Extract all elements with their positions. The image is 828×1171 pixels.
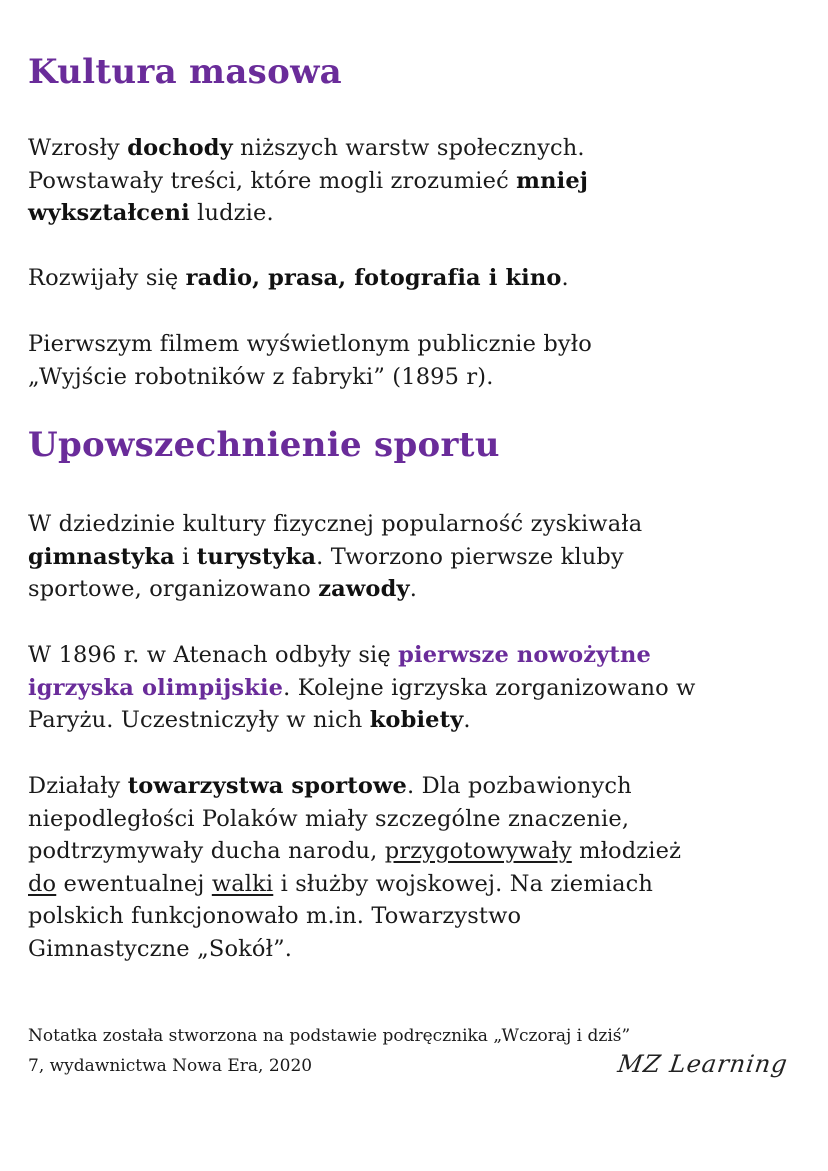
text-line bbox=[28, 672, 696, 705]
paragraph-sport-societies bbox=[28, 770, 681, 965]
underlined-term: przygotowywały bbox=[384, 838, 572, 864]
underlined-term: walki bbox=[211, 870, 274, 897]
section-heading-mass-culture: Kultura masowa bbox=[28, 52, 342, 92]
text-span: Wzrosły bbox=[28, 135, 128, 161]
text-line bbox=[28, 770, 681, 803]
underlined-term: do bbox=[28, 870, 57, 897]
text-span: Działały bbox=[28, 773, 128, 799]
paragraph-income bbox=[28, 132, 588, 230]
text-span: młodzież bbox=[571, 838, 682, 864]
bold-term: gimnastyka bbox=[28, 543, 175, 570]
text-line bbox=[28, 835, 681, 868]
text-line: Pierwszym filmem wyświetlonym publicznie było bbox=[28, 331, 592, 357]
bold-term: kobiety bbox=[369, 707, 464, 733]
text-span: sportowe, organizowano bbox=[28, 576, 319, 602]
text-line bbox=[28, 197, 588, 230]
text-line: „Wyjście robotników z fabryki” (1895 r). bbox=[28, 363, 494, 390]
text-span: niższych warstw społecznych. bbox=[232, 135, 585, 161]
text-span: i służby wojskowej. Na ziemiach bbox=[273, 870, 654, 897]
bold-term: mniej bbox=[516, 167, 589, 194]
bold-term: turystyka bbox=[196, 543, 317, 570]
text-span: W 1896 r. w Atenach odbyły się bbox=[28, 642, 399, 668]
text-span: Powstawały treści, które mogli zrozumieć bbox=[28, 167, 517, 194]
bold-term: radio, prasa, fotografia i kino bbox=[185, 265, 562, 291]
bold-term: dochody bbox=[127, 135, 233, 161]
text-span: . Dla pozbawionych bbox=[406, 773, 632, 799]
text-span: Paryżu. Uczestniczyły w nich bbox=[28, 707, 370, 733]
paragraph-media bbox=[28, 262, 569, 295]
paragraph-first-film bbox=[28, 328, 592, 393]
text-span: podtrzymywały ducha narodu, bbox=[28, 838, 385, 864]
text-span: Rozwijały się bbox=[28, 265, 186, 291]
text-line bbox=[28, 165, 588, 198]
text-span: ewentualnej bbox=[56, 870, 212, 897]
text-line bbox=[28, 704, 696, 737]
paragraph-olympics bbox=[28, 639, 696, 737]
text-line: niepodległości Polaków miały szczególne znaczenie, bbox=[28, 805, 630, 832]
text-span: . Kolejne igrzyska zorganizowano w bbox=[283, 674, 696, 701]
text-span: . bbox=[409, 576, 418, 602]
signature-mz-learning: MZ Learning bbox=[616, 1050, 790, 1078]
footer-source-note bbox=[28, 1021, 630, 1081]
section-heading-sport: Upowszechnienie sportu bbox=[28, 425, 500, 465]
footer-line: 7, wydawnictwa Nowa Era, 2020 bbox=[28, 1056, 313, 1076]
text-line bbox=[28, 868, 681, 901]
footer-line: Notatka została stworzona na podstawie podręcznika „Wczoraj i dziś” bbox=[28, 1026, 631, 1046]
bold-term: wykształceni bbox=[28, 200, 190, 226]
accent-term: pierwsze nowożytne bbox=[398, 642, 651, 668]
text-line bbox=[28, 132, 588, 165]
text-span: i bbox=[174, 543, 197, 570]
text-span: . Tworzono pierwsze kluby bbox=[316, 543, 624, 570]
text-line bbox=[28, 541, 642, 574]
text-span: . bbox=[561, 265, 569, 291]
text-span: ludzie. bbox=[189, 200, 274, 226]
text-line: W dziedzinie kultury fizycznej popularność zyskiwała bbox=[28, 511, 643, 537]
bold-term: towarzystwa sportowe bbox=[127, 773, 407, 799]
text-line bbox=[28, 573, 642, 606]
text-line: polskich funkcjonowało m.in. Towarzystwo bbox=[28, 903, 522, 929]
paragraph-physical-culture bbox=[28, 508, 642, 606]
text-span: . bbox=[463, 707, 471, 733]
text-line bbox=[28, 639, 696, 672]
bold-term: zawody bbox=[318, 576, 410, 602]
accent-term: igrzyska olimpijskie bbox=[28, 674, 284, 701]
text-line: Gimnastyczne „Sokół”. bbox=[28, 935, 293, 962]
